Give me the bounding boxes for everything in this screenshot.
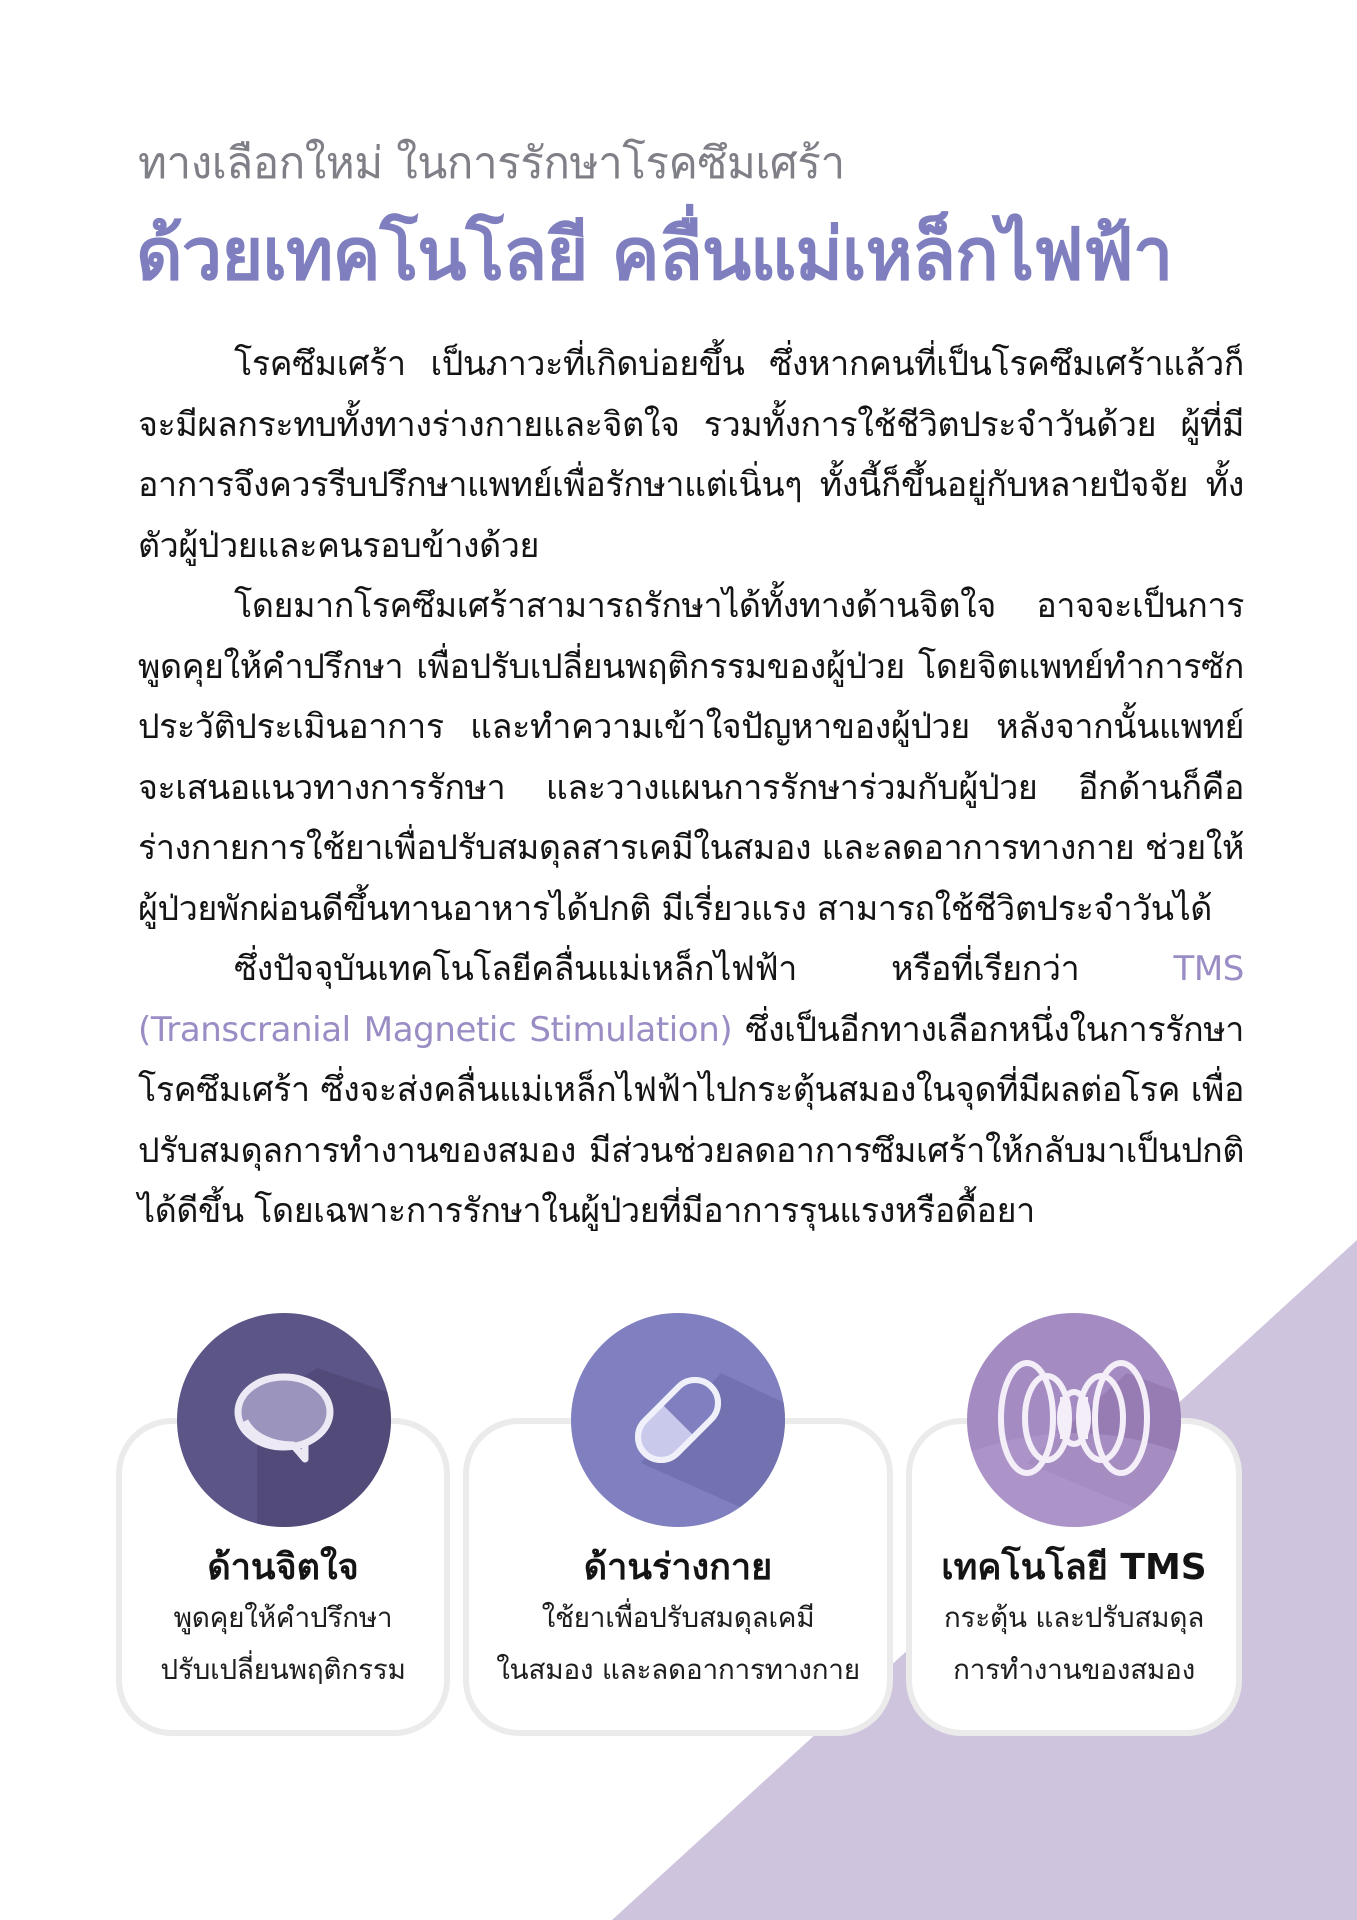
card-title-psychological: ด้านจิตใจ xyxy=(207,1547,359,1588)
speech-bubble-icon xyxy=(177,1313,391,1527)
card-text-physical-1: ใช้ยาเพื่อปรับสมดุลเคมี xyxy=(541,1601,815,1634)
card-text-tms-2: การทำงานของสมอง xyxy=(953,1653,1195,1686)
card-text-physical-2: ในสมอง และลดอาการทางกาย xyxy=(496,1653,860,1686)
paragraph-3-rest: ซึ่งเป็นอีกทางเลือกหนึ่งในการรักษาโรคซึมเศร้า ซึ่งจะส่งคลื่นแม่เหล็กไฟฟ้าไปกระตุ้นสมองในจุดที่มีผลต่อโรค เพื่อปรับสมดุลการทำงานของสมอง มีส่วนช่วยลดอาการซึมเศร้าให้กลับมาเป็นปกติได้ดีขึ้น โดยเฉพาะการรักษาในผู้ป่วยที่มีอาการรุนแรงหรือดื้อยา xyxy=(138,1009,1244,1231)
paragraph-1: โรคซึมเศร้า เป็นภาวะที่เกิดบ่อยขึ้น ซึ่งหากคนที่เป็นโรคซึมเศร้าแล้วก็จะมีผลกระทบทั้งทางร่างกายและจิตใจ รวมทั้งการใช้ชีวิตประจำวันด้วย ผู้ที่มีอาการจึงควรรีบปรึกษาแพทย์เพื่อรักษาแต่เนิ่นๆ ทั้งนี้ก็ขึ้นอยู่กับหลายปัจจัย ทั้งตัวผู้ป่วยและคนรอบข้างด้วย xyxy=(138,344,1244,566)
paragraph-3 xyxy=(138,939,1244,1242)
paragraph-2: โดยมากโรคซึมเศร้าสามารถรักษาได้ทั้งทางด้านจิตใจ อาจจะเป็นการพูดคุยให้คำปรึกษา เพื่อปรับเปลี่ยนพฤติกรรมของผู้ป่วย โดยจิตแพทย์ทำการซักประวัติประเมินอาการ และทำความเข้าใจปัญหาของผู้ป่วย หลังจากนั้นแพทย์จะเสนอแนวทางการรักษา และวางแผนการรักษาร่วมกับผู้ป่วย อีกด้านก็คือร่างกายการใช้ยาเพื่อปรับสมดุลสารเคมีในสมอง และลดอาการทางกาย ช่วยให้ผู้ป่วยพักผ่อนดีขึ้นทานอาหารได้ปกติ มีเรี่ยวแรง สามารถใช้ชีวิตประจำวันได้ xyxy=(138,586,1244,929)
pill-capsule-icon xyxy=(571,1313,785,1527)
card-text-psychological-1: พูดคุยให้คำปรึกษา xyxy=(173,1601,393,1634)
card-title-physical: ด้านร่างกาย xyxy=(583,1547,773,1588)
card-text-tms-1: กระตุ้น และปรับสมดุล xyxy=(943,1601,1205,1634)
paragraph-3-lead: ซึ่งปัจจุบันเทคโนโลยีคลื่นแม่เหล็กไฟฟ้า หรือที่เรียกว่า xyxy=(234,949,1174,989)
article-body xyxy=(138,334,1244,1242)
card-title-tms: เทคโนโลยี TMS xyxy=(941,1547,1207,1588)
card-text-psychological-2: ปรับเปลี่ยนพฤติกรรม xyxy=(160,1653,406,1686)
page-subtitle: ทางเลือกใหม่ ในการรักษาโรคซึมเศร้า xyxy=(138,138,845,189)
page-title: ด้วยเทคโนโลยี คลื่นแม่เหล็กไฟฟ้า xyxy=(136,212,1173,296)
magnetic-coil-icon xyxy=(967,1313,1181,1527)
tms-term: TMS (Transcranial Magnetic Stimulation) xyxy=(138,949,1244,1050)
